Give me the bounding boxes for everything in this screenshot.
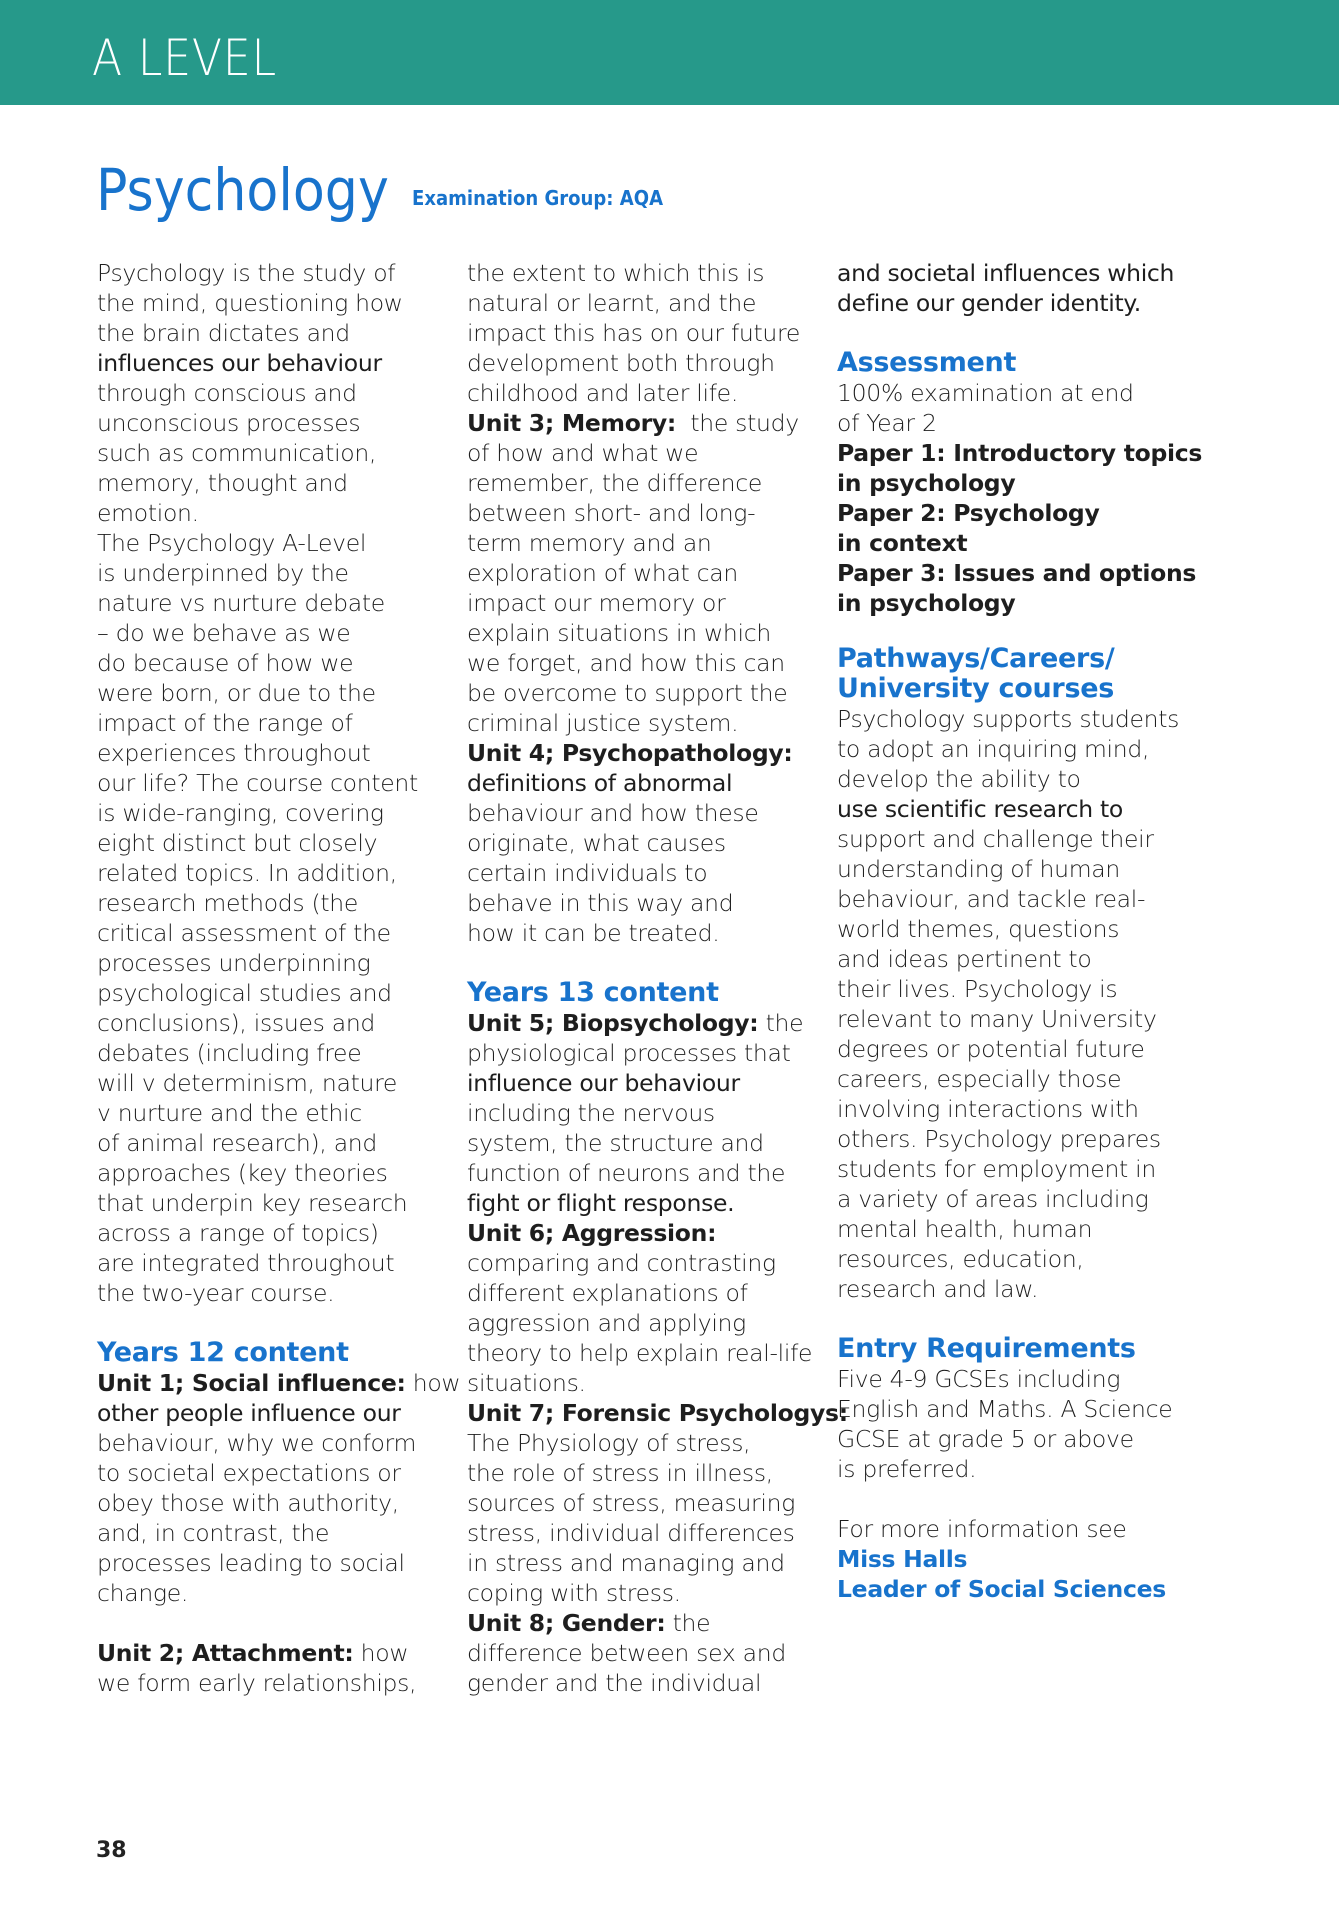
text-line: sources of stress, measuring xyxy=(467,1489,796,1517)
text-line: across a range of topics) xyxy=(97,1219,379,1247)
text-line: behaviour, and tackle real- xyxy=(837,885,1146,913)
text-line: critical assessment of the xyxy=(97,919,391,947)
text-fragment: the xyxy=(665,1609,711,1637)
text-line: – do we behave as we xyxy=(97,619,351,647)
text-line: related topics. In addition, xyxy=(97,859,397,887)
contact-section xyxy=(837,1514,1197,1604)
unit-2-label: Unit 2; Attachment: xyxy=(97,1639,354,1667)
text-line: approaches (key theories xyxy=(97,1159,388,1187)
paper-line: in psychology xyxy=(837,589,1016,617)
text-line: our life? The course content xyxy=(97,769,418,797)
text-line: a variety of areas including xyxy=(837,1185,1149,1213)
spacer xyxy=(467,948,827,978)
text-line: degrees or potential future xyxy=(837,1035,1145,1063)
text-line: definitions of abnormal xyxy=(467,769,733,797)
text-line: stress, individual differences xyxy=(467,1519,795,1547)
unit-6 xyxy=(467,1218,827,1398)
unit-4-label: Unit 4; Psychopathology: xyxy=(467,739,793,767)
text-line: of how and what we xyxy=(467,439,699,467)
text-line: behaviour, why we conform xyxy=(97,1429,417,1457)
text-line: in stress and managing and xyxy=(467,1549,785,1577)
text-line: unconscious processes xyxy=(97,409,361,437)
unit-2 xyxy=(97,1638,457,1698)
unit-7-label: Unit 7; Forensic Psychologys: xyxy=(467,1399,848,1427)
spacer xyxy=(837,618,1197,644)
text-fragment: the xyxy=(758,1009,804,1037)
text-line: different explanations of xyxy=(467,1279,748,1307)
text-line: use scientific research to xyxy=(837,795,1123,823)
text-line: conclusions), issues and xyxy=(97,1009,376,1037)
text-line: term memory and an xyxy=(467,529,712,557)
text-line: their lives. Psychology is xyxy=(837,975,1118,1003)
text-line: of Year 2 xyxy=(837,409,937,437)
text-line: theory to help explain real-life xyxy=(467,1339,813,1367)
text-line: are integrated throughout xyxy=(97,1249,395,1277)
text-line: and, in contrast, the xyxy=(97,1519,330,1547)
text-line: development both through xyxy=(467,349,775,377)
text-line: The Psychology A-Level xyxy=(97,529,367,557)
unit-3 xyxy=(467,408,827,738)
text-line: were born, or due to the xyxy=(97,679,376,707)
banner-title: A LEVEL xyxy=(92,29,277,87)
text-line: impact of the range of xyxy=(97,709,353,737)
assessment-section xyxy=(837,347,1203,618)
text-line: is underpinned by the xyxy=(97,559,349,587)
column-3 xyxy=(837,258,1203,1604)
unit-4 xyxy=(467,738,827,948)
text-line: understanding of human xyxy=(837,855,1120,883)
text-line: relevant to many University xyxy=(837,1005,1157,1033)
text-line: change. xyxy=(97,1579,189,1607)
exam-group-label: Examination Group: AQA xyxy=(412,186,664,210)
text-line: 100% examination at end xyxy=(837,379,1134,407)
text-line: obey those with authority, xyxy=(97,1489,399,1517)
unit-1 xyxy=(97,1368,461,1608)
text-line: is preferred. xyxy=(837,1455,977,1483)
text-line: difference between sex and xyxy=(467,1639,786,1667)
text-line: other people influence our xyxy=(97,1399,401,1427)
spacer xyxy=(837,1304,1197,1334)
page-title: Psychology xyxy=(96,156,389,224)
text-line: the two-year course. xyxy=(97,1279,335,1307)
text-fragment: how xyxy=(353,1639,409,1667)
text-line: mental health, human xyxy=(837,1215,1093,1243)
text-line: Psychology is the study of xyxy=(97,259,396,287)
text-line: situations. xyxy=(467,1369,586,1397)
text-line: Five 4-9 GCSEs including xyxy=(837,1365,1121,1393)
text-line: impact our memory or xyxy=(467,589,726,617)
entry-requirements-heading: Entry Requirements xyxy=(837,1333,1136,1364)
assessment-heading: Assessment xyxy=(837,347,1017,378)
text-line: comparing and contrasting xyxy=(467,1249,776,1277)
text-line: aggression and applying xyxy=(467,1309,746,1337)
column-1 xyxy=(97,258,461,1698)
text-line: debates (including free xyxy=(97,1039,362,1067)
text-line: including the nervous xyxy=(467,1099,715,1127)
unit-7 xyxy=(467,1398,848,1608)
unit-8-label: Unit 8; Gender: xyxy=(467,1609,666,1637)
unit-2-continued xyxy=(467,258,827,408)
text-line: GCSE at grade 5 or above xyxy=(837,1425,1134,1453)
pathways-heading: University courses xyxy=(837,673,1115,704)
text-line: we form early relationships, xyxy=(97,1669,417,1697)
contact-name: Miss Halls xyxy=(837,1545,968,1573)
text-line: experiences throughout xyxy=(97,739,371,767)
text-line: and societal influences which xyxy=(837,259,1175,287)
text-line: English and Maths. A Science xyxy=(837,1395,1173,1423)
unit-8 xyxy=(467,1608,827,1698)
text-line: processes leading to social xyxy=(97,1549,405,1577)
text-line: impact this has on our future xyxy=(467,319,801,347)
text-line: Psychology supports students xyxy=(837,705,1180,733)
text-line: that underpin key research xyxy=(97,1189,408,1217)
section-banner xyxy=(0,0,1339,105)
spacer xyxy=(97,1308,457,1338)
text-line: behave in this way and xyxy=(467,889,734,917)
text-line: between short- and long- xyxy=(467,499,756,527)
unit-5-label: Unit 5; Biopsychology: xyxy=(467,1009,759,1037)
contact-intro: For more information see xyxy=(837,1515,1127,1543)
text-line: certain individuals to xyxy=(467,859,708,887)
unit-6-label: Unit 6; Aggression: xyxy=(467,1219,717,1247)
text-line: develop the ability to xyxy=(837,765,1081,793)
unit-3-label: Unit 3; Memory: xyxy=(467,409,676,437)
unit-8-continued xyxy=(837,258,1197,318)
text-line: originate, what causes xyxy=(467,829,726,857)
text-line: the role of stress in illness, xyxy=(467,1459,773,1487)
text-line: to adopt an inquiring mind, xyxy=(837,735,1150,763)
text-line: and ideas pertinent to xyxy=(837,945,1092,973)
text-line: of animal research), and xyxy=(97,1129,378,1157)
text-fragment: how xyxy=(405,1369,461,1397)
text-line: behaviour and how these xyxy=(467,799,759,827)
text-line: emotion. xyxy=(97,499,199,527)
text-line: through conscious and xyxy=(97,379,357,407)
text-fragment: the study xyxy=(675,409,799,437)
text-line: will v determinism, nature xyxy=(97,1069,398,1097)
text-line: students for employment in xyxy=(837,1155,1156,1183)
spacer xyxy=(837,1484,1197,1514)
years-13-heading: Years 13 content xyxy=(467,977,719,1008)
text-line: system, the structure and xyxy=(467,1129,764,1157)
text-line: exploration of what can xyxy=(467,559,738,587)
text-line: eight distinct but closely xyxy=(97,829,378,857)
unit-1-label: Unit 1; Social influence: xyxy=(97,1369,406,1397)
text-line: influences our behaviour xyxy=(97,349,382,377)
text-line: psychological studies and xyxy=(97,979,392,1007)
text-line: we forget, and how this can xyxy=(467,649,785,677)
text-line: involving interactions with xyxy=(837,1095,1139,1123)
text-line: processes underpinning xyxy=(97,949,371,977)
page-number: 38 xyxy=(96,1838,127,1863)
text-line: research and law. xyxy=(837,1275,1039,1303)
text-line: others. Psychology prepares xyxy=(837,1125,1161,1153)
text-line: memory, thought and xyxy=(97,469,348,497)
text-line: coping with stress. xyxy=(467,1579,681,1607)
text-line: world themes, questions xyxy=(837,915,1120,943)
text-line: gender and the individual xyxy=(467,1669,762,1697)
text-line: to societal expectations or xyxy=(97,1459,401,1487)
paper-line: in psychology xyxy=(837,469,1016,497)
text-line: The Physiology of stress, xyxy=(467,1429,751,1457)
text-line: research methods (the xyxy=(97,889,359,917)
paper-line: Paper 2: Psychology xyxy=(837,499,1100,527)
text-line: resources, education, xyxy=(837,1245,1084,1273)
text-line: careers, especially those xyxy=(837,1065,1122,1093)
years-12-heading: Years 12 content xyxy=(97,1337,349,1368)
text-line: explain situations in which xyxy=(467,619,771,647)
text-line: define our gender identity. xyxy=(837,289,1141,317)
text-line: be overcome to support the xyxy=(467,679,788,707)
text-line: do because of how we xyxy=(97,649,354,677)
text-line: how it can be treated. xyxy=(467,919,720,947)
column-2 xyxy=(467,258,848,1698)
text-line: v nurture and the ethic xyxy=(97,1099,362,1127)
pathways-heading: Pathways/Careers/ xyxy=(837,643,1115,674)
text-line: natural or learnt, and the xyxy=(467,289,757,317)
text-line: influence our behaviour xyxy=(467,1069,740,1097)
spacer xyxy=(97,1608,457,1638)
unit-5 xyxy=(467,1008,827,1218)
intro-paragraph xyxy=(97,258,457,1308)
text-line: criminal justice system. xyxy=(467,709,739,737)
paper-line: Paper 3: Issues and options xyxy=(837,559,1197,587)
text-line: is wide-ranging, covering xyxy=(97,799,384,827)
text-line: such as communication, xyxy=(97,439,377,467)
text-line: support and challenge their xyxy=(837,825,1154,853)
text-line: the mind, questioning how xyxy=(97,289,403,317)
text-line: fight or flight response. xyxy=(467,1189,735,1217)
text-line: childhood and later life. xyxy=(467,379,739,407)
paper-line: in context xyxy=(837,529,968,557)
text-line: the extent to which this is xyxy=(467,259,765,287)
spacer xyxy=(837,318,1197,348)
entry-requirements-section xyxy=(837,1334,1197,1484)
text-line: the brain dictates and xyxy=(97,319,350,347)
pathways-section xyxy=(837,644,1197,1304)
paper-line: Paper 1: Introductory topics xyxy=(837,439,1203,467)
text-line: physiological processes that xyxy=(467,1039,791,1067)
text-line: function of neurons and the xyxy=(467,1159,786,1187)
contact-role: Leader of Social Sciences xyxy=(837,1575,1166,1603)
text-line: nature vs nurture debate xyxy=(97,589,385,617)
text-line: remember, the difference xyxy=(467,469,762,497)
